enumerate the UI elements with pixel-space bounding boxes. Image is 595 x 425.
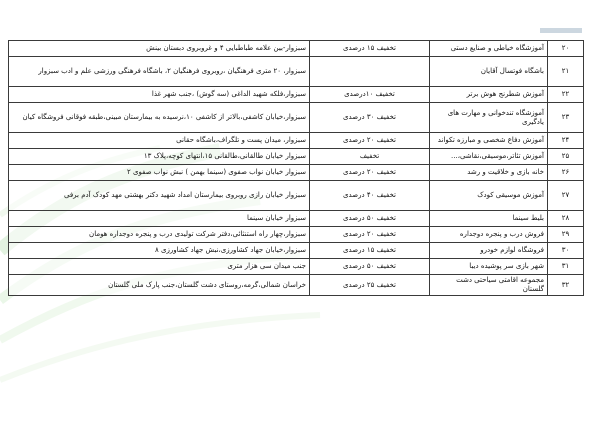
row-number: ۳۰ (548, 243, 584, 259)
address-cell: سبزوار-بین علامه طباطبایی ۴ و غروبروی دبستان بینش (9, 41, 310, 57)
discount-cell: تخفیف ۱۵ درصدی (310, 243, 430, 259)
address-cell: خراسان شمالی،گرمه،روستای دشت گلستان،جنب پارک ملی گلستان (9, 275, 310, 296)
center-name: مجموعه اقامتی سیاحتی دشت گلستان (430, 275, 548, 296)
address-cell: سبزوار،خیابان کاشفی،بالاتر از کاشفی ۱۰،نرسیده به بیمارستان مبینی،طبقه فوقانی فروشگاه کیان (9, 103, 310, 133)
address-cell: سبزوار،چهار راه استنثائی،دفتر شرکت تولیدی درب و پنجره دوجداره هومان (9, 227, 310, 243)
discount-cell: تخفیف ۲۰ درصدی (310, 227, 430, 243)
address-cell: سبزوار،فلکه شهید الداغی (سه گوش) ،جنب شهر غذا (9, 87, 310, 103)
row-number: ۲۷ (548, 181, 584, 211)
address-cell: سبزوار،خیابان جهاد کشاورزی،نبش جهاد کشاورزی ۸ (9, 243, 310, 259)
row-number: ۲۱ (548, 57, 584, 87)
center-name: بلیط سینما (430, 211, 548, 227)
row-number: ۲۳ (548, 103, 584, 133)
table-row (9, 181, 584, 211)
row-number: ۲۴ (548, 133, 584, 149)
table-row (9, 243, 584, 259)
center-name: آموزش تئاتر،موسیقی،نقاشی،... (430, 149, 548, 165)
table-row (9, 133, 584, 149)
discount-cell: تخفیف ۱۵ درصدی (310, 41, 430, 57)
row-number: ۲۰ (548, 41, 584, 57)
table-row (9, 149, 584, 165)
discount-cell: تخفیف ۵۰ درصدی (310, 259, 430, 275)
address-cell: سبزوار خیابان نواب صفوی (سینما بهمن ) نبش نواب صفوی ۲ (9, 165, 310, 181)
address-cell: سبزوار، ۲۰ متری فرهنگیان ،روبروی فرهنگیان ۲، باشگاه فرهنگی ورزشی علم و ادب سبزوار (9, 57, 310, 87)
discount-cell: تخفیف ۱۰درصدی (310, 87, 430, 103)
center-name: شهر بازی سر پوشیده دیبا (430, 259, 548, 275)
center-name: آموزش شطرنج هوش برتر (430, 87, 548, 103)
address-cell: سبزوار خیابان طالقانی،طالقانی ۱۵،انتهای کوچه،پلاک ۱۳ (9, 149, 310, 165)
discount-cell: تخفیف ۲۰ درصدی (310, 165, 430, 181)
center-name: آموزش موسیقی کودک (430, 181, 548, 211)
table-row (9, 103, 584, 133)
address-cell: سبزوار خیابان سینما (9, 211, 310, 227)
discount-cell: تخفیف ۲۵ درصدی (310, 275, 430, 296)
table-row (9, 275, 584, 296)
table-row (9, 87, 584, 103)
row-number: ۲۸ (548, 211, 584, 227)
center-name: آموزشگاه تندخوانی و مهارت های یادگیری (430, 103, 548, 133)
address-cell: سبزوار، میدان پست و تلگراف،باشگاه حقانی (9, 133, 310, 149)
discount-centers-table (8, 40, 584, 296)
row-number: ۲۵ (548, 149, 584, 165)
row-number: ۳۱ (548, 259, 584, 275)
row-number: ۳۲ (548, 275, 584, 296)
address-cell: سبزوار خیابان رازی روبروی بیمارستان امداد شهید دکتر بهشتی مهد کودک آدم برفی (9, 181, 310, 211)
center-name: آموزشگاه خیاطی و صنایع دستی (430, 41, 548, 57)
row-number: ۲۶ (548, 165, 584, 181)
center-name: باشگاه فوتسال آقایان (430, 57, 548, 87)
table-row (9, 165, 584, 181)
table-row (9, 227, 584, 243)
discount-cell (310, 57, 430, 87)
center-name: فروشگاه لوازم خودرو (430, 243, 548, 259)
row-number: ۲۹ (548, 227, 584, 243)
discount-cell: تخفیف ۵۰ درصدی (310, 211, 430, 227)
center-name: خانه بازی و خلاقیت و رشد (430, 165, 548, 181)
table-row (9, 259, 584, 275)
table-row (9, 57, 584, 87)
discount-cell: تخفیف ۳۰ درصدی (310, 103, 430, 133)
table-row (9, 211, 584, 227)
row-number: ۲۲ (548, 87, 584, 103)
discount-cell: تخفیف (310, 149, 430, 165)
center-name: فروش درب و پنجره دوجداره (430, 227, 548, 243)
table-row (9, 41, 584, 57)
address-cell: جنب میدان سی هزار متری (9, 259, 310, 275)
discount-cell: تخفیف ۴۰ درصدی (310, 181, 430, 211)
center-name: آموزش دفاع شخصی و مبارزه تکواند (430, 133, 548, 149)
discount-cell: تخفیف ۲۰ درصدی (310, 133, 430, 149)
